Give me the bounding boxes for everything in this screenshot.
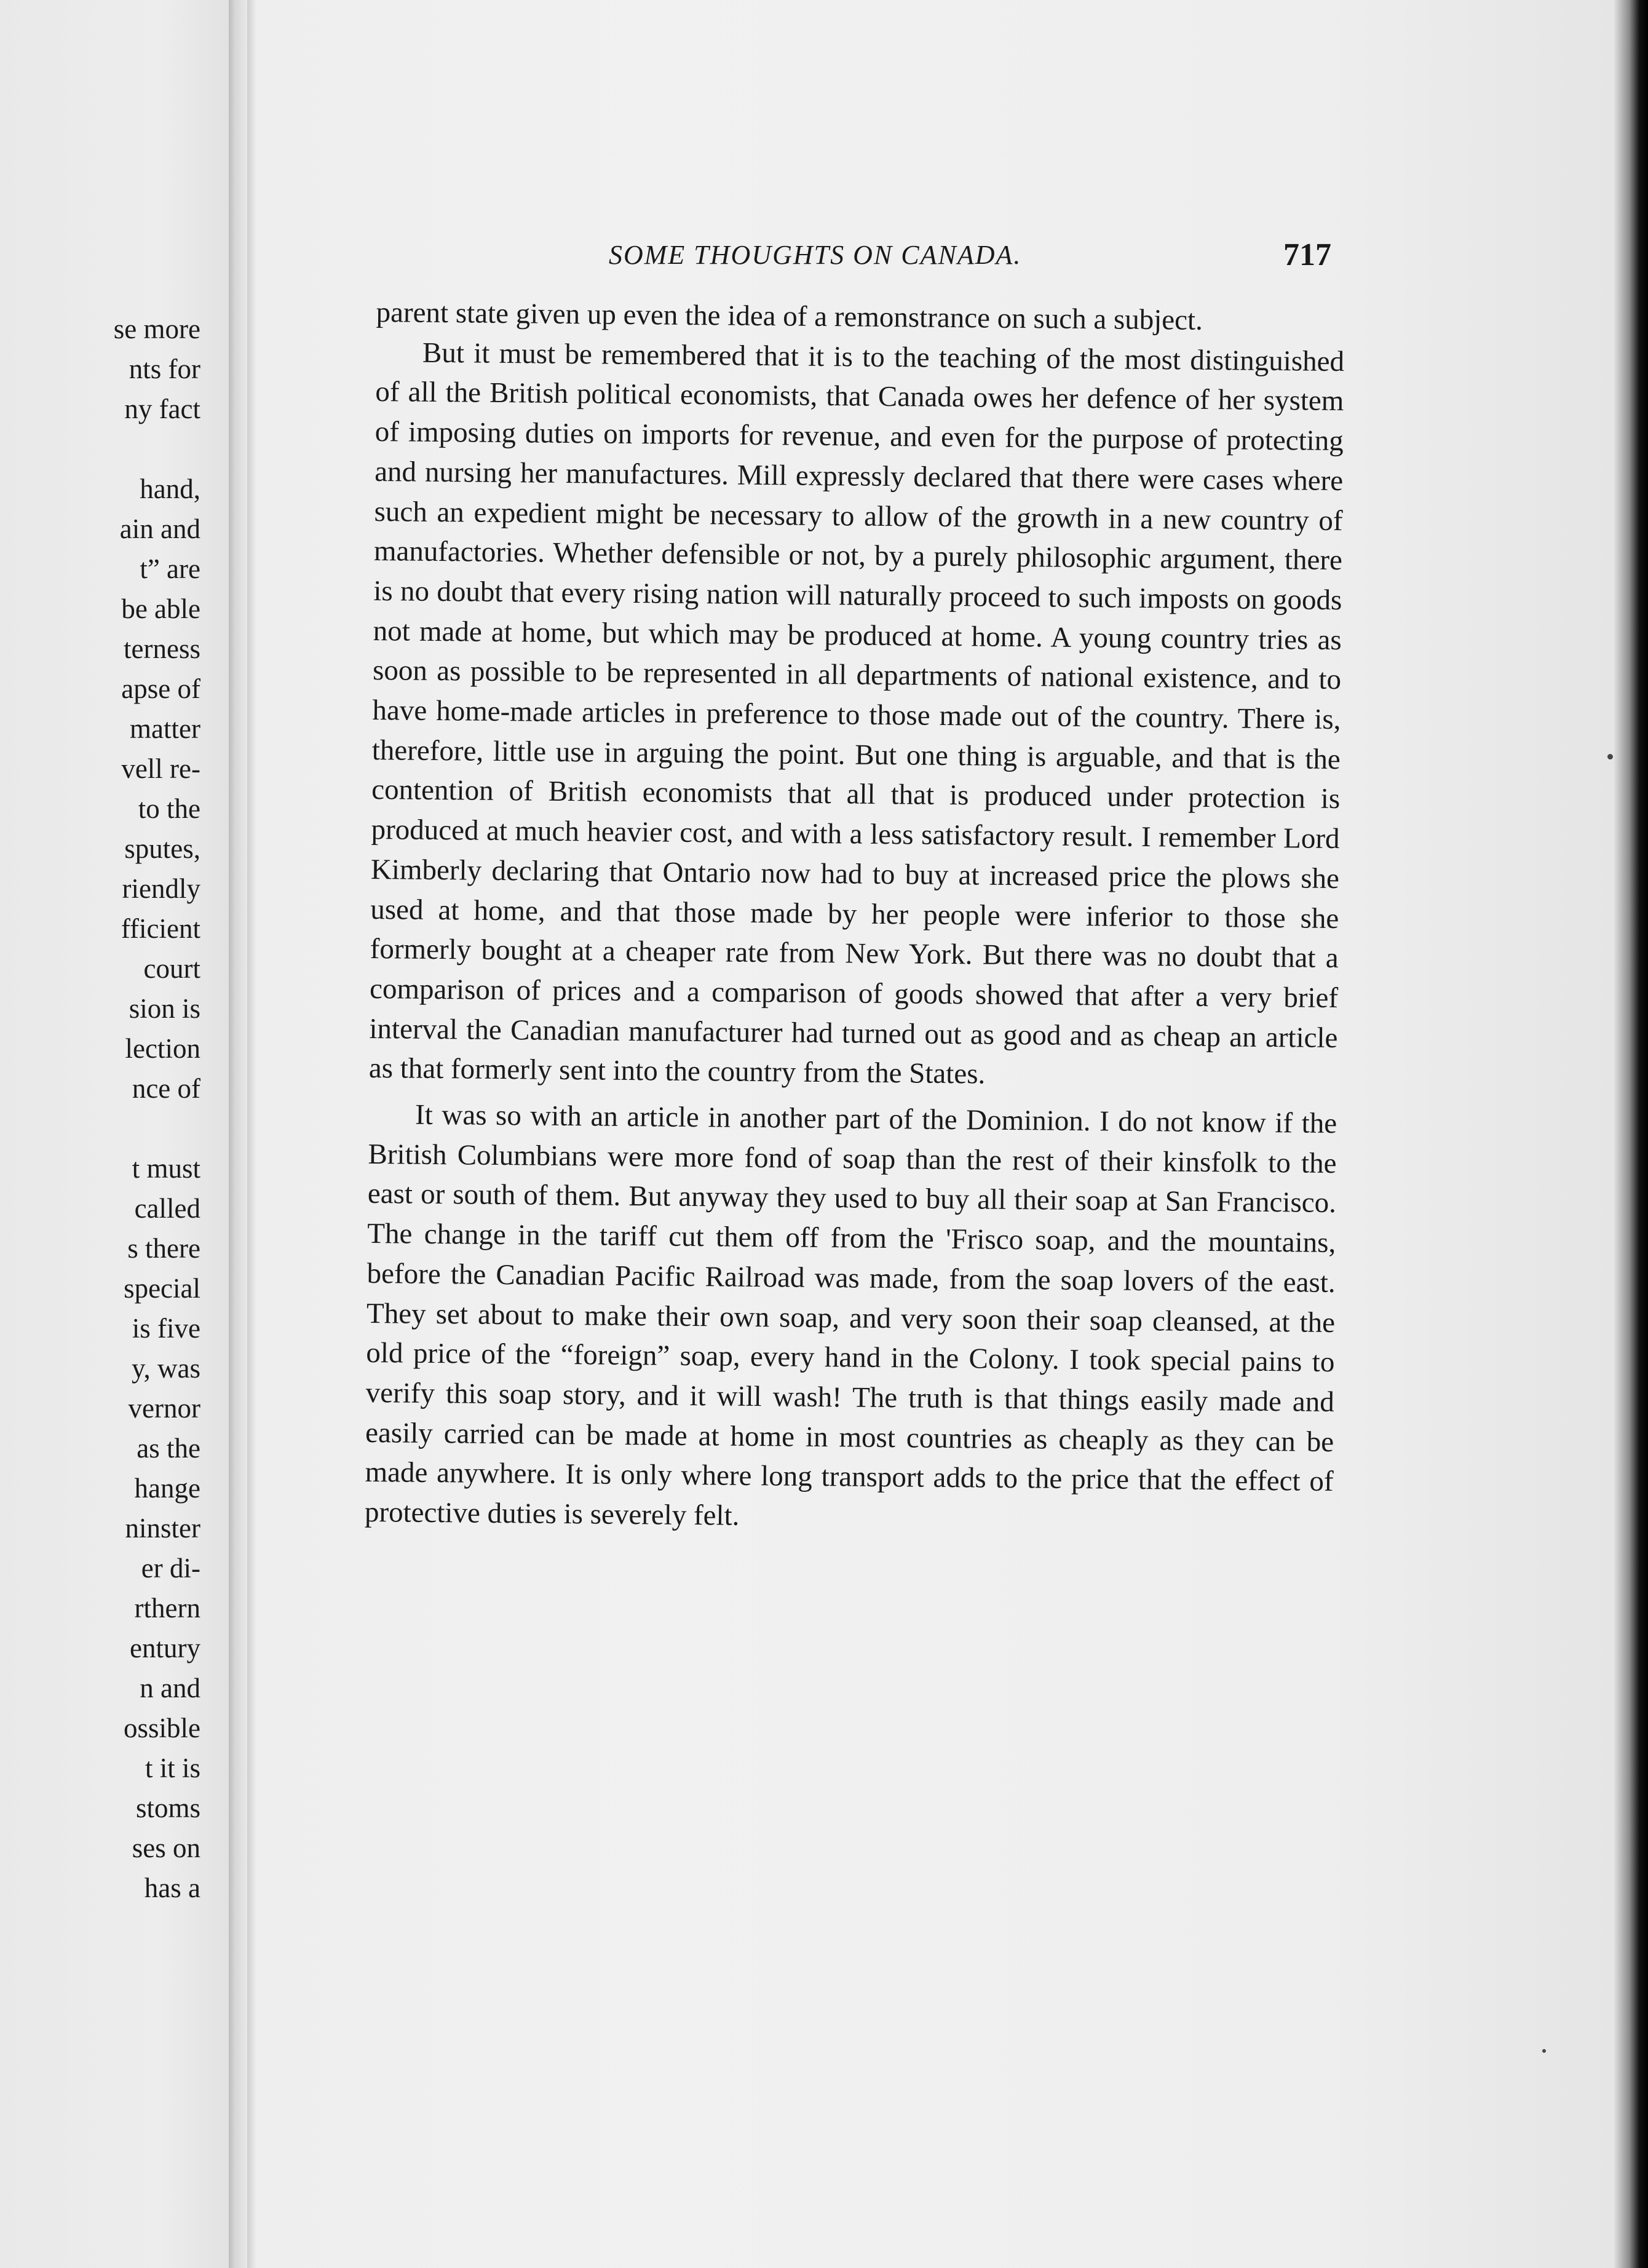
facing-page-line: ses on	[132, 1833, 200, 1863]
facing-page-line: fficient	[121, 913, 200, 944]
running-head-title: SOME THOUGHTS ON CANADA.	[609, 240, 1022, 270]
facing-page-line: to the	[138, 793, 200, 824]
facing-page-line: ossible	[123, 1713, 200, 1743]
facing-page-line: hand,	[140, 474, 200, 504]
facing-page-line: has a	[144, 1873, 200, 1903]
facing-page-line: special	[124, 1273, 200, 1304]
facing-page-line: court	[143, 953, 200, 984]
facing-page-line: s there	[127, 1233, 200, 1264]
facing-page-line: ain and	[119, 513, 200, 544]
facing-page-line: riendly	[122, 873, 200, 904]
facing-page-line: is five	[132, 1313, 200, 1344]
facing-page-line: t it is	[145, 1753, 200, 1783]
facing-page-line	[0, 429, 200, 469]
facing-page-line: ninster	[125, 1513, 200, 1544]
facing-page-line: hange	[134, 1473, 200, 1504]
facing-page-line: sputes,	[124, 833, 200, 864]
scan-speck	[1542, 2049, 1546, 2053]
facing-page-line: entury	[130, 1633, 200, 1663]
body-text	[365, 293, 1345, 1542]
facing-page-line: n and	[140, 1673, 200, 1703]
facing-page-line: er di-	[141, 1553, 200, 1584]
facing-page-line: sion is	[129, 993, 200, 1024]
scan-edge	[1614, 0, 1648, 2268]
running-head	[609, 237, 1331, 274]
facing-page-line: stoms	[135, 1793, 200, 1823]
page-edge-shadow	[247, 0, 256, 2268]
facing-page-line: vernor	[128, 1393, 200, 1424]
facing-page-line: t” are	[140, 553, 200, 584]
facing-page-line: nce of	[132, 1073, 200, 1104]
facing-page-line: ny fact	[124, 394, 200, 424]
facing-page-line: y, was	[131, 1353, 200, 1384]
facing-page-line: called	[134, 1193, 200, 1224]
page-number: 717	[1283, 237, 1331, 272]
facing-page-line: be able	[121, 593, 200, 624]
facing-page-line: nts for	[129, 354, 200, 384]
facing-page-fragment	[0, 0, 229, 2268]
paragraph: It was so with an article in another part of the Dominion. I do not know if the British Columbians were more fond of soap than the rest of their kinsfolk to the east or south of them. But anyway they used to buy all their soap at San Francisco. The change in the tariff cut them off from the 'Frisco soap, and the mountains, before the Canadian Pacific Railroad was made, from the soap lovers of the east. They set about to make their own soap, and very soon their soap cleansed, at the old price of the “foreign” soap, every hand in the Colony. I took special pains to verify this soap story, and it will wash! The truth is that things easily made and easily carried can be made at home in most countries as cheaply as they can be made anywhere. It is only where long transport adds to the price that the effect of protective duties is severely felt.	[364, 1098, 1337, 1532]
facing-page-text	[0, 309, 200, 1908]
paragraph: But it must be remembered that it is to the teaching of the most distinguished of all the British political economists, that Canada owes her defence of her system of imposing duties on imports for revenue, and even for the purpose of protecting and nursing her manufactures. Mill expressly declared that there were cases where such an expedient might be necessary to allow of the growth in a new country of manufactories. Whether defensible or not, by a purely philosophic argument, there is no doubt that every rising nation will naturally proceed to such imposts on goods not made at home, but which may be produced at home. A young country tries as soon as possible to be represented in all departments of national existence, and to have home-made articles in preference to those made out of the country. There is, therefore, little use in arguing the point. But one thing is arguable, and that is the contention of British economists that all that is produced under protection is produced at much heavier cost, and with a less satisfactory result. I remember Lord Kimberly declaring that Ontario now had to buy at increased price the plows she used at home, and that those made by her people were inferior to those she formerly bought at a cheaper rate from New York. But there was no doubt that a comparison of prices and a comparison of goods showed that after a very brief interval the Canadian manufacturer had turned out as good and as cheap an article as that formerly sent into the country from the States.	[368, 336, 1345, 1090]
facing-page-line	[0, 1109, 200, 1149]
facing-page-line: lection	[125, 1033, 200, 1064]
facing-page-line: apse of	[121, 673, 200, 704]
paragraph: parent state given up even the idea of a remonstrance on such a subject.	[376, 296, 1203, 336]
facing-page-line: se more	[113, 314, 200, 344]
book-gutter	[229, 0, 247, 2268]
scan-speck	[1607, 754, 1613, 759]
facing-page-line: terness	[124, 633, 200, 664]
facing-page-line: matter	[130, 713, 200, 744]
facing-page-line: vell re-	[121, 753, 200, 784]
facing-page-line: t must	[132, 1153, 200, 1184]
facing-page-line: as the	[137, 1433, 200, 1464]
facing-page-line: rthern	[134, 1593, 200, 1624]
